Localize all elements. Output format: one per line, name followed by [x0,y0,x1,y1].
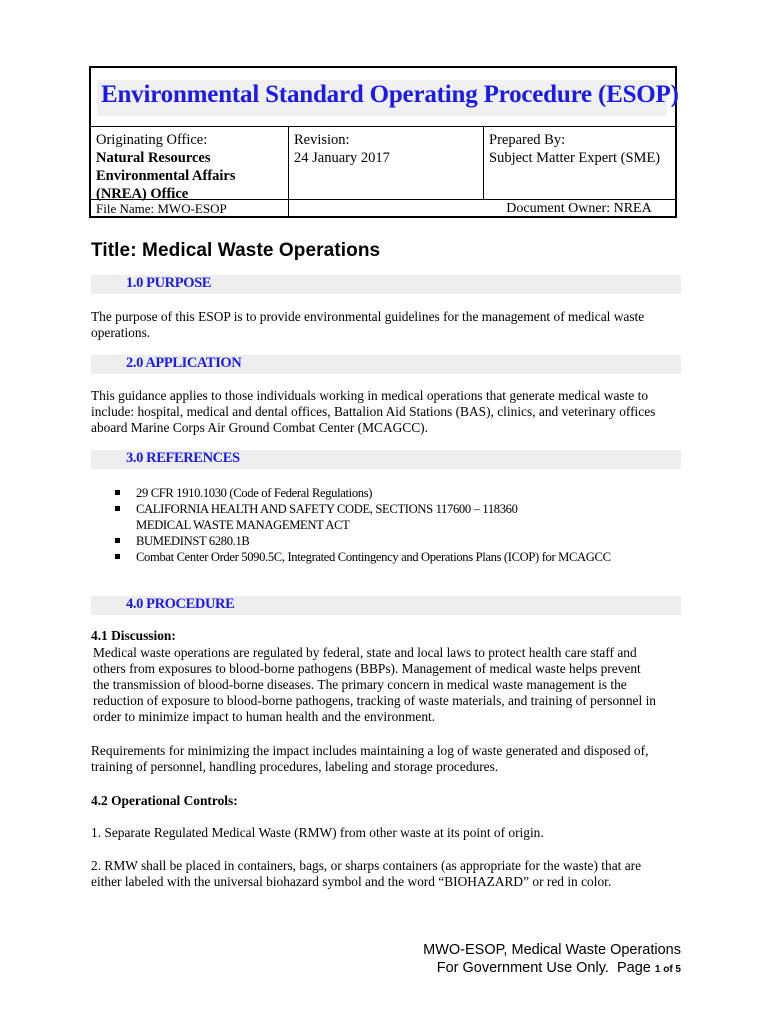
section-heading-purpose [91,275,681,294]
control-item-2-line: 2. RMW shall be placed in containers, bags, or sharps containers (as appropriate for the waste) that are [91,858,642,873]
footer-notice: For Government Use Only. Page [436,960,655,976]
purpose-paragraph [91,309,681,341]
file-row-divider [288,200,289,218]
section-heading-application [91,355,681,374]
reference-text: 29 CFR 1910.1030 (Code of Federal Regulations) [136,486,373,500]
application-line: include: hospital, medical and dental offices, Battalion Aid Stations (BAS), clinics, and veterinary offices [91,404,656,419]
requirements-line: Requirements for minimizing the impact includes maintaining a log of waste generated and disposed of, [91,743,649,758]
application-line: This guidance applies to those individuals working in medical operations that generate medical waste to [91,388,649,403]
section-heading-procedure-text: 4.0 PROCEDURE [126,596,235,612]
requirements-line: training of personnel, handling procedures, labeling and storage procedures. [91,759,499,774]
bullet-icon [115,538,120,543]
revision-cell [288,127,483,200]
reference-text: CALIFORNIA HEALTH AND SAFETY CODE, SECTIONS 117600 – 118360 [136,502,518,516]
discussion-line: Medical waste operations are regulated by federal, state and local laws to protect health care staff and [93,645,637,660]
reference-text: Combat Center Order 5090.5C, Integrated Contingency and Operations Plans (ICOP) for MCAGCC [136,550,611,564]
esop-title-bar [97,80,679,116]
control-item-1-text: 1. Separate Regulated Medical Waste (RMW) from other waste at its point of origin. [91,825,544,840]
reference-item [115,501,685,533]
reference-item [115,533,685,549]
prepared-by-cell [483,127,675,200]
originating-office-line-2: Environmental Affairs [96,168,236,184]
reference-text: BUMEDINST 6280.1B [136,534,250,548]
page-footer [423,941,681,979]
prepared-by-label: Prepared By: [489,132,566,148]
page-number: 1 of 5 [654,964,681,975]
reference-item [115,485,685,501]
discussion-heading: 4.1 Discussion: [91,628,176,643]
discussion-line: order to minimize impact to human health and the environment. [93,709,436,724]
bullet-icon [115,506,120,511]
esop-header-box [89,66,677,218]
bullet-icon [115,554,120,559]
originating-office-line-3: (NREA) Office [96,186,189,202]
footer-doc-name: MWO-ESOP, Medical Waste Operations [423,942,681,958]
discussion-line: reduction of exposure to blood-borne pathogens, tracking of waste materials, and training of personnel in [93,693,656,708]
esop-title: Environmental Standard Operating Procedure (ESOP) [101,81,679,108]
purpose-line: The purpose of this ESOP is to provide environmental guidelines for the management of medical waste [91,309,645,324]
section-heading-procedure [91,596,681,615]
header-file-row [91,199,675,218]
requirements-paragraph [91,743,681,775]
section-heading-references [91,450,681,469]
section-heading-purpose-text: 1.0 PURPOSE [126,275,212,291]
references-list [115,485,685,565]
bullet-icon [115,490,120,495]
footer-page-line [423,959,681,979]
application-paragraph [91,388,681,436]
operational-controls-heading: 4.2 Operational Controls: [91,793,238,808]
reference-item [115,549,685,565]
originating-office-cell [91,127,288,200]
originating-office-label: Originating Office: [96,132,208,148]
control-item-2-line: either labeled with the universal biohazard symbol and the word “BIOHAZARD” or red in color. [91,874,612,889]
application-line: aboard Marine Corps Air Ground Combat Center (MCAGCC). [91,420,428,435]
reference-text-continued: MEDICAL WASTE MANAGEMENT ACT [136,518,350,532]
discussion-paragraph [93,645,683,725]
section-heading-application-text: 2.0 APPLICATION [126,355,242,371]
document-owner: Document Owner: NREA [506,201,652,216]
discussion-line: the transmission of blood-borne diseases. The primary concern in medical waste management is the [93,677,627,692]
section-heading-references-text: 3.0 REFERENCES [126,450,240,466]
revision-date: 24 January 2017 [294,150,390,166]
prepared-by-value: Subject Matter Expert (SME) [489,150,661,166]
control-item-2 [91,858,681,890]
revision-label: Revision: [294,132,350,148]
discussion-line: others from exposures to blood-borne pathogens (BBPs). Management of medical waste helps prevent [93,661,641,676]
originating-office-line-1: Natural Resources [96,150,211,166]
header-meta-table [91,126,675,217]
control-item-1 [91,825,681,841]
file-name: File Name: MWO-ESOP [96,201,227,216]
purpose-line: operations. [91,325,151,340]
document-title: Title: Medical Waste Operations [91,240,381,261]
